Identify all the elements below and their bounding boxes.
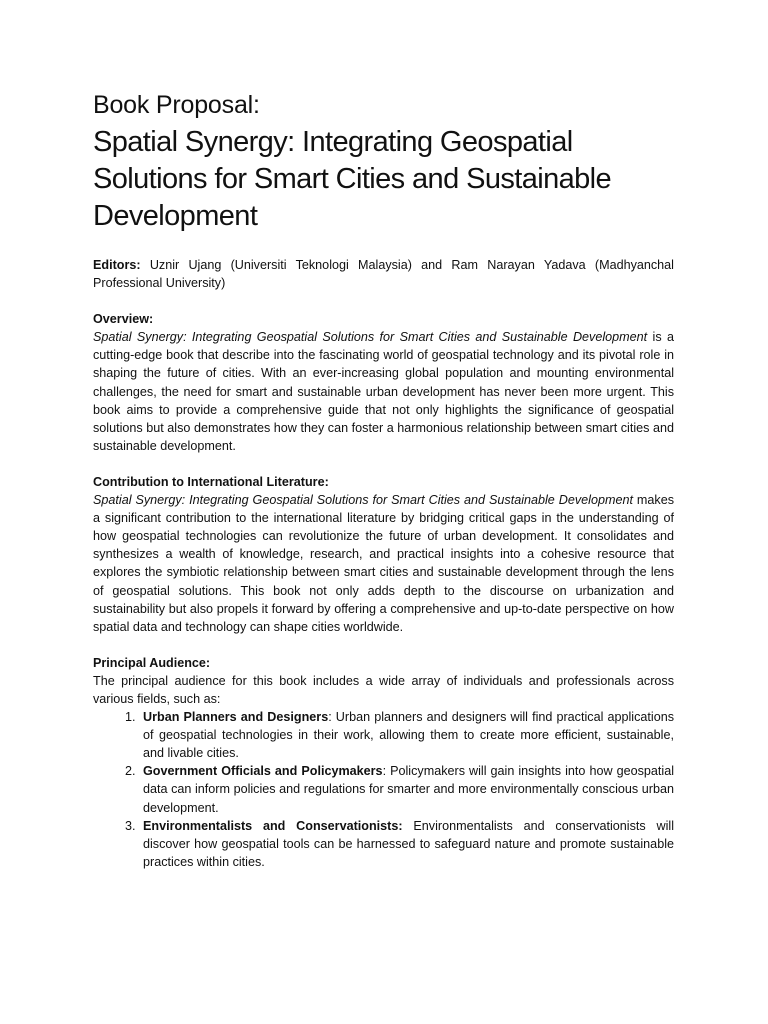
list-item-label: Urban Planners and Designers [143, 710, 329, 725]
list-item [139, 817, 674, 871]
contribution-paragraph [93, 491, 674, 636]
list-item-label: Environmentalists and Conservationists: [143, 818, 403, 833]
overview-paragraph [93, 328, 674, 455]
editors-text: Uznir Ujang (Universiti Teknologi Malaysia) and Ram Narayan Yadava (Madhyanchal Professional University) [93, 258, 674, 291]
list-item-label: Government Officials and Policymakers [143, 764, 383, 779]
overview-heading: Overview: [93, 312, 154, 327]
list-item-text: Environmentalists and conservationists will discover how geospatial tools can be harnessed to safeguard nature and promote sustainable practices within cities. [143, 818, 674, 869]
contribution-book-title: Spatial Synergy: Integrating Geospatial Solutions for Smart Cities and Sustainable Development [93, 493, 633, 508]
list-item [139, 708, 674, 762]
contribution-text: makes a significant contribution to the international literature by bridging critical gaps in the understanding of how geospatial technologies can revolutionize the future of urban development. It consolidates and synthesizes a wealth of knowledge, research, and practical insights into a cohesive resource that explores the symbiotic relationship between smart cities and sustainable development through the lens of geospatial solutions. This book not only adds depth to the discourse on urbanization and sustainability but also propels it forward by offering a comprehensive and up-to-date perspective on how spatial data and technology can shape cities worldwide. [93, 493, 675, 634]
editors-label: Editors: [93, 258, 141, 272]
contribution-section [93, 473, 674, 636]
list-item-text: : Urban planners and designers will find practical applications of geospatial technologies in their work, allowing them to create more efficient, sustainable, and livable cities. [143, 710, 674, 761]
editors-line [93, 256, 674, 292]
overview-section [93, 310, 674, 455]
document-page [93, 88, 674, 871]
overview-text: is a cutting-edge book that describe into the fascinating world of geospatial technology and its pivotal role in shaping the future of cities. With an ever-increasing global population and mounting environmental challenges, the need for smart and sustainable urban development has never been more urgent. This book aims to provide a comprehensive guide that not only highlights the significance of geospatial solutions but also demonstrates how they can foster a harmonious relationship between smart cities and sustainable development. [93, 330, 674, 453]
list-item [139, 762, 674, 816]
list-item-text: : Policymakers will gain insights into how geospatial data can inform policies and regulations for smarter and more environmentally conscious urban development. [143, 764, 674, 815]
audience-section [93, 654, 674, 871]
overview-book-title: Spatial Synergy: Integrating Geospatial Solutions for Smart Cities and Sustainable Development [93, 330, 648, 345]
document-title: Spatial Synergy: Integrating Geospatial Solutions for Smart Cities and Sustainable Development [93, 126, 612, 232]
audience-list [93, 708, 674, 871]
contribution-heading: Contribution to International Literature: [93, 474, 329, 489]
audience-intro: The principal audience for this book includes a wide array of individuals and professionals across various fields, such as: [93, 673, 674, 706]
audience-heading: Principal Audience: [93, 655, 211, 670]
document-kicker: Book Proposal: [93, 91, 260, 119]
